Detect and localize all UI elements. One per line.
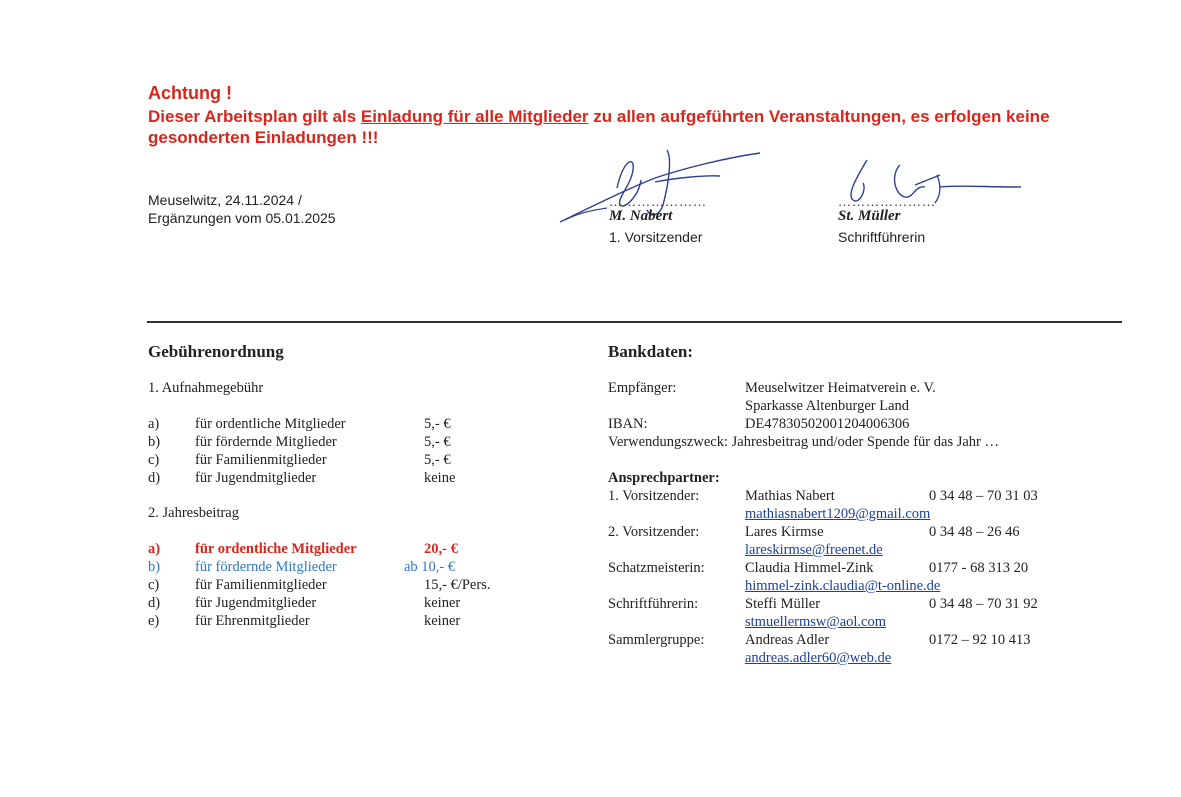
row-label: für fördernde Mitglieder (195, 559, 337, 575)
contact-email-link[interactable]: himmel-zink.claudia@t-online.de (745, 578, 941, 594)
contact-phone: 0177 - 68 313 20 (929, 560, 1029, 576)
row-amount: keine (424, 470, 456, 486)
contact-role: 2. Vorsitzender: (608, 524, 700, 540)
row-amount: keiner (424, 595, 461, 611)
contact-email-link[interactable]: stmuellermsw@aol.com (745, 614, 887, 630)
bank-recipient-line2: Sparkasse Altenburger Land (745, 398, 910, 414)
fees-section2-title: 2. Jahresbeitrag (148, 505, 239, 521)
row-letter: d) (148, 470, 161, 486)
signature-role-2: Schriftführerin (838, 229, 926, 245)
contact-email-link[interactable]: lareskirmse@freenet.de (745, 542, 883, 558)
bank-recipient-label: Empfänger: (608, 380, 677, 396)
row-label: für Jugendmitglieder (195, 595, 317, 611)
row-label: für Ehrenmitglieder (195, 613, 310, 629)
row-letter: e) (148, 613, 160, 629)
row-letter: a) (148, 416, 160, 432)
contacts-title: Ansprechpartner: (608, 470, 720, 486)
signature-name-2: St. Müller (838, 208, 901, 224)
row-amount: ab 10,- € (404, 559, 456, 575)
contact-role: Sammlergruppe: (608, 632, 705, 648)
row-label: für Familienmitglieder (195, 452, 327, 468)
contact-phone: 0 34 48 – 70 31 03 (929, 488, 1038, 504)
row-amount: 5,- € (424, 416, 451, 432)
contact-name: Mathias Nabert (745, 488, 835, 504)
row-amount: 15,- €/Pers. (424, 577, 491, 593)
contact-role: Schatzmeisterin: (608, 560, 705, 576)
signature-line-2: ………………… (838, 194, 936, 209)
contact-phone: 0172 – 92 10 413 (929, 632, 1031, 648)
row-amount: 5,- € (424, 452, 451, 468)
notice-text-underlined: Einladung für alle Mitglieder (360, 107, 589, 126)
bank-purpose (608, 433, 999, 451)
bank-iban-label: IBAN: (608, 416, 648, 432)
row-label: für ordentliche Mitglieder (195, 416, 346, 432)
signature-name-1: M. Nabert (609, 208, 673, 224)
notice-text-before: Dieser Arbeitsplan gilt als (148, 107, 361, 126)
row-label: für Jugendmitglieder (195, 470, 317, 486)
contact-name: Claudia Himmel-Zink (745, 560, 874, 576)
place-date-line1: Meuselwitz, 24.11.2024 / (148, 192, 302, 208)
signature-role-1: 1. Vorsitzender (609, 229, 703, 245)
row-label: für ordentliche Mitglieder (195, 541, 357, 557)
contact-name: Steffi Müller (745, 596, 821, 612)
contact-email-link[interactable]: andreas.adler60@web.de (745, 650, 892, 666)
bank-iban: DE47830502001204006306 (745, 416, 910, 432)
place-date (148, 191, 336, 227)
bank-purpose-label: Verwendungszweck: (608, 434, 728, 450)
row-amount: 5,- € (424, 434, 451, 450)
separator-rule (147, 321, 1122, 323)
contact-phone: 0 34 48 – 70 31 92 (929, 596, 1038, 612)
fees-title: Gebührenordnung (148, 342, 284, 361)
bank-recipient-line1: Meuselwitzer Heimatverein e. V. (745, 380, 936, 396)
row-label: für fördernde Mitglieder (195, 434, 337, 450)
row-letter: b) (148, 559, 161, 575)
row-letter: a) (148, 541, 161, 557)
row-letter: b) (148, 434, 161, 450)
row-letter: c) (148, 577, 160, 593)
row-amount: keiner (424, 613, 461, 629)
contact-phone: 0 34 48 – 26 46 (929, 524, 1020, 540)
row-letter: c) (148, 452, 160, 468)
row-label: für Familienmitglieder (195, 577, 327, 593)
contact-role: Schriftführerin: (608, 596, 699, 612)
notice-heading: Achtung ! (148, 83, 232, 103)
bank-title: Bankdaten: (608, 342, 694, 361)
fees-section1-title: 1. Aufnahmegebühr (148, 380, 264, 396)
row-amount: 20,- € (424, 541, 458, 557)
bank-purpose-value: Jahresbeitrag und/oder Spende für das Jahr … (731, 434, 999, 450)
signature-line-1: ………………… (609, 194, 707, 209)
notice-text (148, 106, 1138, 148)
contact-name: Lares Kirmse (745, 524, 824, 540)
row-letter: d) (148, 595, 161, 611)
place-date-line2: Ergänzungen vom 05.01.2025 (148, 210, 336, 226)
notice-text-after: zu allen aufgeführten Veranstaltungen, es erfolgen keine gesonderten Einladungen !!! (148, 107, 1050, 147)
contact-role: 1. Vorsitzender: (608, 488, 700, 504)
contact-name: Andreas Adler (745, 632, 830, 648)
contact-email-link[interactable]: mathiasnabert1209@gmail.com (745, 506, 931, 522)
